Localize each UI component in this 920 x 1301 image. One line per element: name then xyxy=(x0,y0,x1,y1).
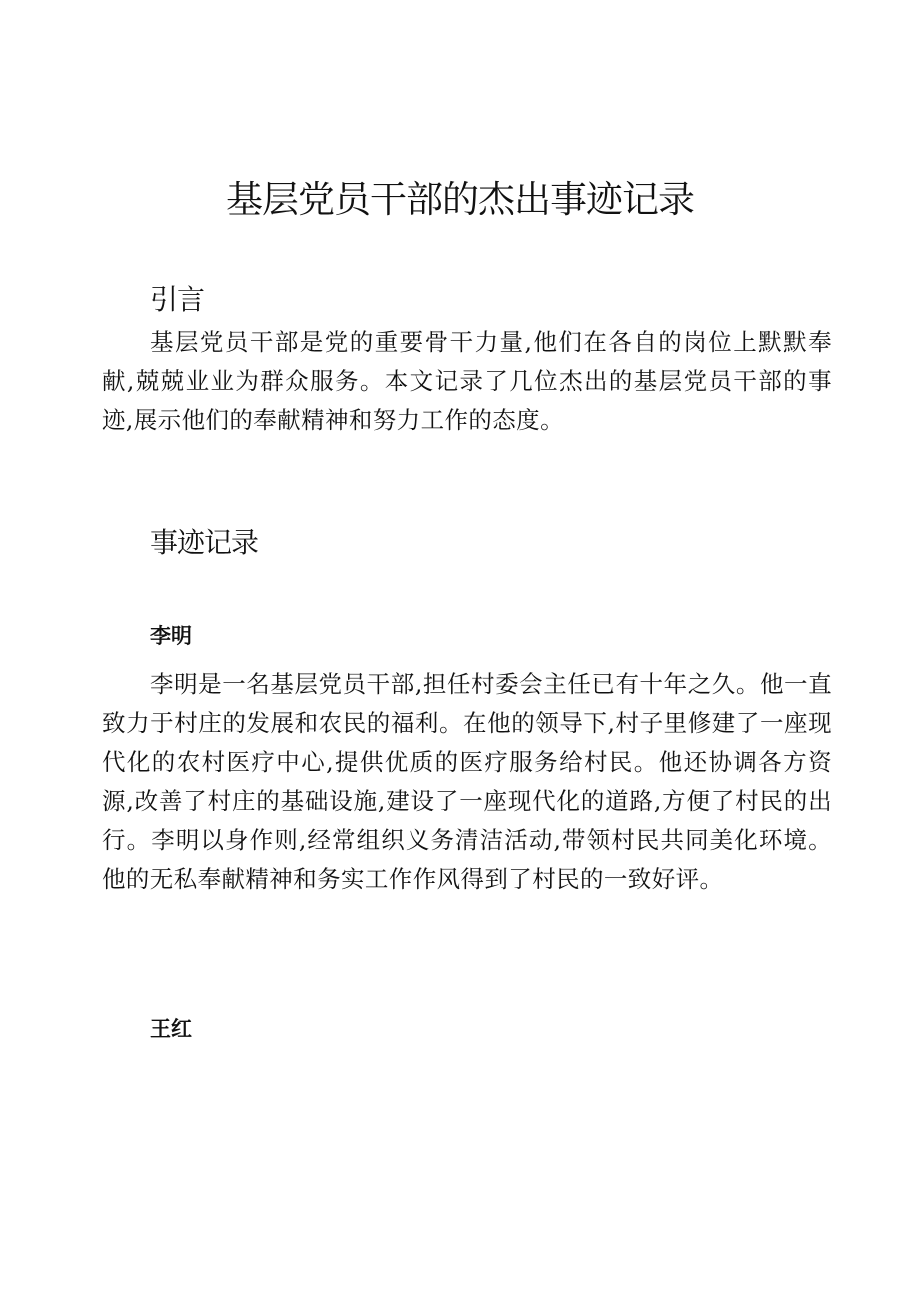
person-name-li-ming: 李明 xyxy=(150,624,192,648)
intro-heading: 引言 xyxy=(150,283,205,316)
intro-paragraph: 基层党员干部是党的重要骨干力量,他们在各自的岗位上默默奉献,兢兢业业为群众服务。本文记录了几位杰出的基层党员干部的事迹,展示他们的奉献精神和努力工作的态度。 xyxy=(102,328,832,434)
person-paragraph-li-ming: 李明是一名基层党员干部,担任村委会主任已有十年之久。他一直致力于村庄的发展和农民的福利。在他的领导下,村子里修建了一座现代化的农村医疗中心,提供优质的医疗服务给村民。他还协调各方资源,改善了村庄的基础设施,建设了一座现代化的道路,方便了村民的出行。李明以身作则,经常组织义务清洁活动,带领村民共同美化环境。他的无私奉献精神和务实工作作风得到了村民的一致好评。 xyxy=(102,670,832,893)
document-title: 基层党员干部的杰出事迹记录 xyxy=(226,178,694,221)
records-heading: 事迹记录 xyxy=(150,526,259,559)
person-name-wang-hong: 王红 xyxy=(150,1017,192,1041)
